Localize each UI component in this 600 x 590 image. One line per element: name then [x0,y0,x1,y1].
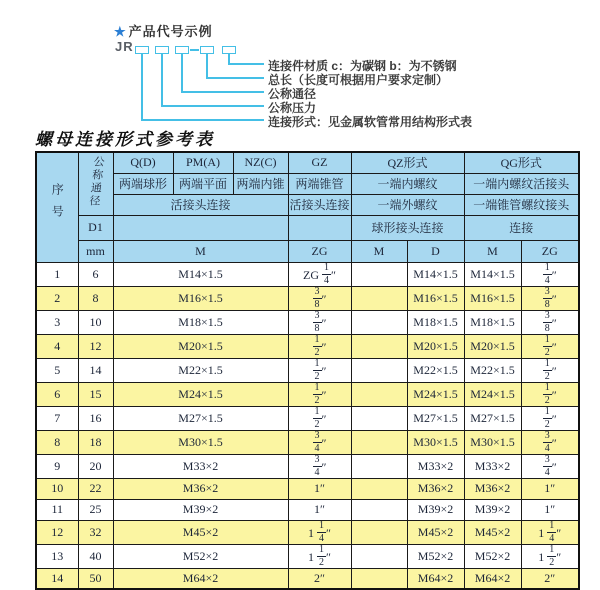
cell-qg_zg: 1″ [521,499,579,520]
cell-qz_m [351,520,407,544]
table-row [36,358,579,382]
connector-line [181,54,183,92]
header-qz-conn: 球形接头连接 [351,215,464,240]
cell-qz_m [351,568,407,589]
cell-m: M36×2 [113,478,288,499]
table-row [36,568,579,589]
cell-dn: 18 [78,430,113,454]
header-q-code: Q(D) [113,152,173,173]
cell-dn: 25 [78,499,113,520]
cell-d: M30×1.5 [407,430,464,454]
cell-no: 6 [36,382,78,406]
cell-qg_m: M36×2 [464,478,521,499]
header-zg: ZG [288,240,351,262]
cell-dn: 6 [78,262,113,286]
connector-line [206,54,208,78]
cell-d: M27×1.5 [407,406,464,430]
cell-d: M39×2 [407,499,464,520]
cell-qg_m: M30×1.5 [464,430,521,454]
table-row [36,286,579,310]
cell-dn: 14 [78,358,113,382]
code-dash [190,49,199,51]
table-row [36,406,579,430]
cell-qz_m [351,262,407,286]
cell-d: M52×2 [407,544,464,568]
cell-qg_zg: $\frac{1}{2}$ ″ [521,406,579,430]
code-box-3 [175,46,189,54]
cell-no: 14 [36,568,78,589]
cell-qz_m [351,334,407,358]
cell-zg: 1″ [288,478,351,499]
header-empty [288,215,351,240]
header-qg-desc1: 一端内螺纹活接头 [464,173,579,194]
header-d1: D1 [78,215,113,240]
connector-line [141,119,264,121]
header-pm-desc: 两端平面 [173,173,233,194]
table-row [36,454,579,478]
cell-qg_m: M16×1.5 [464,286,521,310]
cell-dn: 8 [78,286,113,310]
table-row [36,334,579,358]
header-gz-desc: 两端锥管 [288,173,351,194]
header-qz-desc2: 一端外螺纹 [351,194,464,215]
cell-qg_m: M64×2 [464,568,521,589]
connector-line [181,91,264,93]
cell-m: M45×2 [113,520,288,544]
header-q-desc: 两端球形 [113,173,173,194]
table-row [36,478,579,499]
table-row [36,382,579,406]
cell-m: M18×1.5 [113,310,288,334]
cell-qg_m: M39×2 [464,499,521,520]
table-row [36,262,579,286]
cell-dn: 20 [78,454,113,478]
cell-qg_zg: $\frac{1}{2}$ ″ [521,334,579,358]
header-qg-code: QG形式 [464,152,579,173]
cell-m: M16×1.5 [113,286,288,310]
cell-no: 12 [36,520,78,544]
cell-qz_m [351,406,407,430]
cell-zg: $\frac{1}{2}$ ″ [288,406,351,430]
cell-zg: $\frac{3}{8}$ ″ [288,286,351,310]
header-dn: 公称通径 [78,152,113,215]
code-box-1 [135,46,149,54]
cell-qg_m: M45×2 [464,520,521,544]
table-row [36,430,579,454]
cell-no: 9 [36,454,78,478]
cell-d: M14×1.5 [407,262,464,286]
table-row [36,499,579,520]
diagram-label-diameter: 公称通径 [268,87,317,101]
cell-qg_zg: 1 $\frac{1}{4}$ ″ [521,520,579,544]
cell-m: M24×1.5 [113,382,288,406]
cell-m: M33×2 [113,454,288,478]
cell-no: 11 [36,499,78,520]
cell-zg: $\frac{1}{2}$ ″ [288,382,351,406]
cell-dn: 16 [78,406,113,430]
header-gz-conn: 活接头连接 [288,194,351,215]
cell-qg_m: M14×1.5 [464,262,521,286]
connector-line [161,54,163,106]
cell-dn: 40 [78,544,113,568]
cell-qg_zg: $\frac{3}{4}$ ″ [521,430,579,454]
cell-d: M64×2 [407,568,464,589]
cell-qz_m [351,286,407,310]
cell-qg_zg: $\frac{1}{4}$ ″ [521,262,579,286]
cell-no: 4 [36,334,78,358]
table-body [36,262,579,589]
connector-line [206,77,264,79]
cell-m: M64×2 [113,568,288,589]
cell-no: 10 [36,478,78,499]
diagram-label-length: 总长（长度可根据用户要求定制） [268,73,449,87]
cell-m: M27×1.5 [113,406,288,430]
connector-line [161,105,264,107]
cell-qz_m [351,478,407,499]
cell-zg: $\frac{3}{4}$ ″ [288,454,351,478]
cell-qg_zg: $\frac{1}{2}$ ″ [521,358,579,382]
cell-qg_zg: 1″ [521,478,579,499]
cell-zg: $\frac{3}{8}$ ″ [288,310,351,334]
header-qg-zg: ZG [521,240,579,262]
header-m: M [113,240,288,262]
cell-zg: $\frac{1}{2}$ ″ [288,358,351,382]
cell-m: M20×1.5 [113,334,288,358]
cell-qz_m [351,454,407,478]
cell-d: M16×1.5 [407,286,464,310]
header-qz-code: QZ形式 [351,152,464,173]
cell-zg: 1″ [288,499,351,520]
cell-d: M33×2 [407,454,464,478]
cell-dn: 50 [78,568,113,589]
cell-d: M20×1.5 [407,334,464,358]
code-box-2 [155,46,169,54]
cell-d: M22×1.5 [407,358,464,382]
header-qg-conn: 连接 [464,215,579,240]
header-qz-m: M [351,240,407,262]
header-pm-code: PM(A) [173,152,233,173]
header-empty [113,215,288,240]
header-qg-desc2: 一端锥管螺纹接头 [464,194,579,215]
diagram-title-text: 产品代号示例 [128,24,213,39]
cell-zg: $\frac{1}{2}$ ″ [288,334,351,358]
cell-d: M24×1.5 [407,382,464,406]
cell-dn: 32 [78,520,113,544]
cell-m: M14×1.5 [113,262,288,286]
connector-line [228,63,264,65]
cell-qg_m: M33×2 [464,454,521,478]
cell-m: M39×2 [113,499,288,520]
cell-qg_zg: 1 $\frac{1}{2}$ ″ [521,544,579,568]
cell-d: M36×2 [407,478,464,499]
cell-qg_m: M52×2 [464,544,521,568]
diagram-label-pressure: 公称压力 [268,101,317,115]
cell-qg_zg: 2″ [521,568,579,589]
cell-qz_m [351,499,407,520]
table-header [36,152,579,262]
cell-qg_zg: $\frac{3}{8}$ ″ [521,310,579,334]
header-nz-code: NZ(C) [233,152,288,173]
table-row [36,544,579,568]
cell-no: 1 [36,262,78,286]
cell-dn: 22 [78,478,113,499]
header-qz-d: D [407,240,464,262]
diagram-label-connection: 连接形式：见金属软管常用结构形式表 [268,115,473,129]
cell-dn: 10 [78,310,113,334]
cell-qg_m: M18×1.5 [464,310,521,334]
cell-qg_m: M27×1.5 [464,406,521,430]
cell-no: 7 [36,406,78,430]
diagram-title [114,21,213,40]
cell-qg_zg: $\frac{3}{8}$ ″ [521,286,579,310]
header-qg-m: M [464,240,521,262]
diagram-label-material: 连接件材质 c：为碳钢 b：为不锈钢 [268,59,457,73]
cell-qg_zg: $\frac{1}{2}$ ″ [521,382,579,406]
connector-line [141,54,143,120]
cell-qg_zg: $\frac{3}{4}$ ″ [521,454,579,478]
cell-qg_m: M24×1.5 [464,382,521,406]
header-gz-code: GZ [288,152,351,173]
header-seq: 序号 [36,152,78,262]
header-mm: mm [78,240,113,262]
cell-zg: $\frac{3}{4}$ ″ [288,430,351,454]
table-row [36,310,579,334]
cell-m: M30×1.5 [113,430,288,454]
table-row [36,520,579,544]
header-qz-desc1: 一端内螺纹 [351,173,464,194]
cell-zg: 1 $\frac{1}{4}$ ″ [288,520,351,544]
cell-zg: 1 $\frac{1}{2}$ ″ [288,544,351,568]
cell-zg: ZG $\frac{1}{4}$ ″ [288,262,351,286]
sheet-title: 螺母连接形式参考表 [35,130,215,150]
header-nz-desc: 两端内锥 [233,173,288,194]
cell-d: M45×2 [407,520,464,544]
cell-no: 8 [36,430,78,454]
cell-dn: 15 [78,382,113,406]
cell-zg: 2″ [288,568,351,589]
cell-qz_m [351,310,407,334]
cell-dn: 12 [78,334,113,358]
cell-m: M52×2 [113,544,288,568]
cell-qz_m [351,430,407,454]
cell-no: 2 [36,286,78,310]
code-box-5 [222,46,236,54]
cell-no: 3 [36,310,78,334]
cell-no: 5 [36,358,78,382]
cell-qz_m [351,544,407,568]
cell-no: 13 [36,544,78,568]
cell-qz_m [351,358,407,382]
cell-qg_m: M22×1.5 [464,358,521,382]
header-union-conn: 活接头连接 [113,194,288,215]
code-prefix: JR [115,39,134,54]
cell-qg_m: M20×1.5 [464,334,521,358]
cell-qz_m [351,382,407,406]
reference-table [35,151,580,590]
code-box-4 [200,46,214,54]
cell-m: M22×1.5 [113,358,288,382]
star-icon: ★ [114,24,127,39]
cell-d: M18×1.5 [407,310,464,334]
